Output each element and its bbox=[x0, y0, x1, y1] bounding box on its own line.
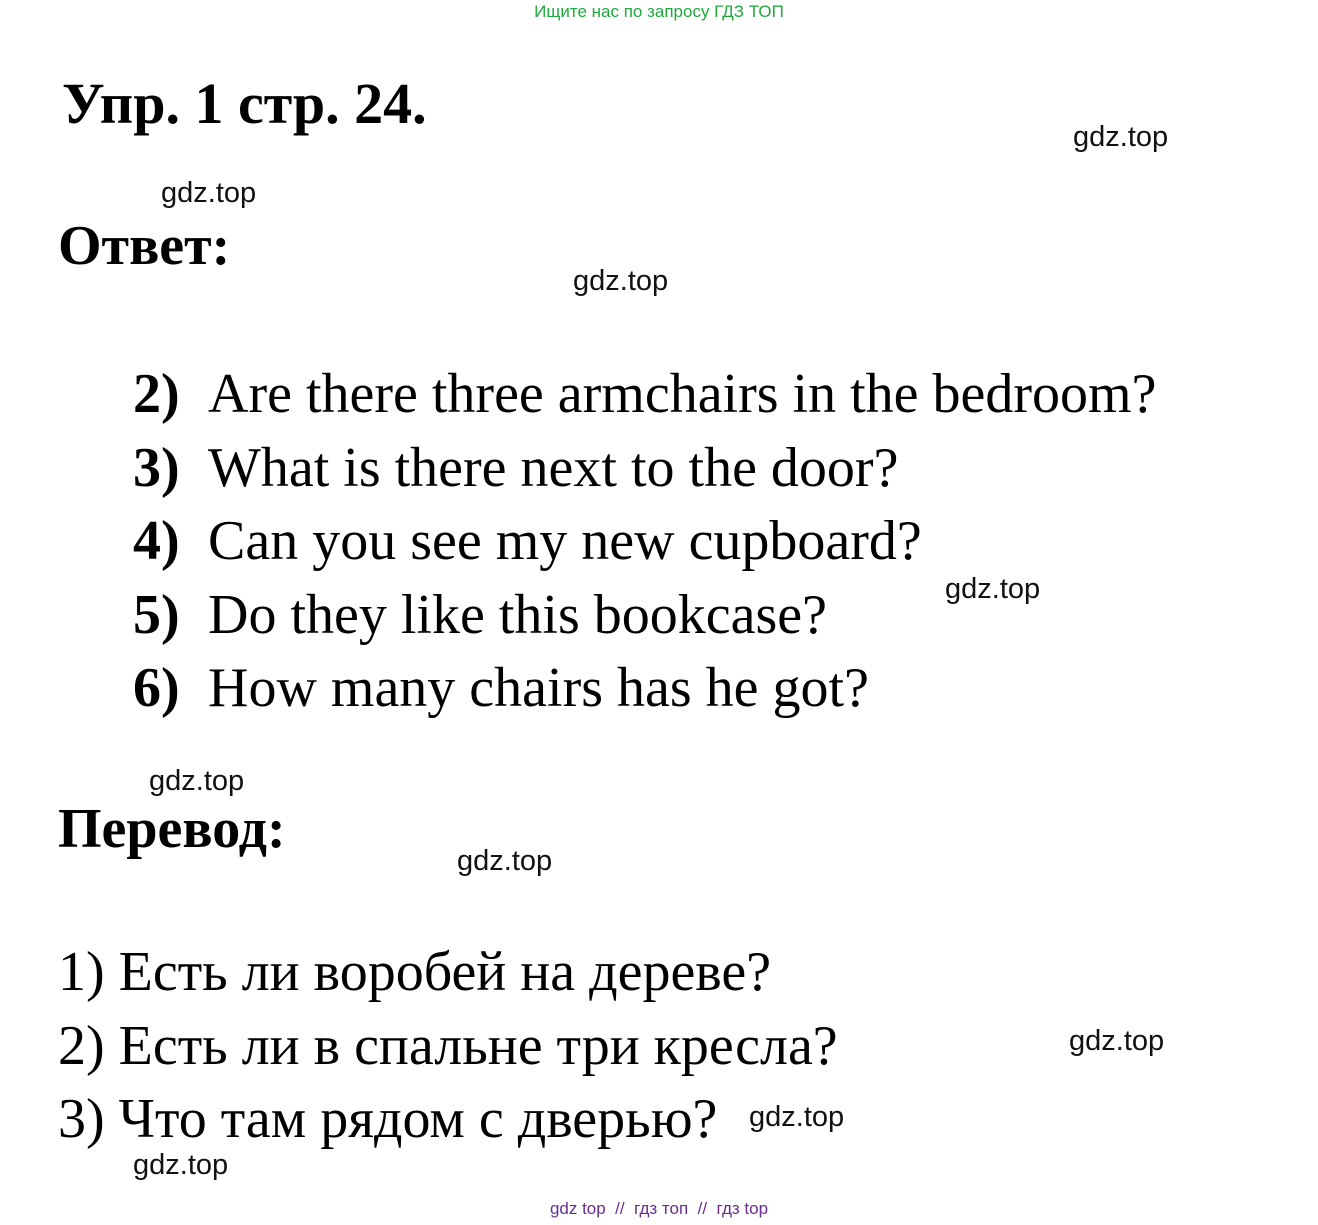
answer-item bbox=[133, 652, 1156, 726]
answer-text: Do they like this bookcase? bbox=[208, 583, 827, 646]
answer-number: 5) bbox=[133, 583, 180, 646]
answer-text: Are there three armchairs in the bedroom? bbox=[208, 363, 1157, 425]
translation-heading: Перевод: bbox=[58, 798, 286, 860]
answer-number: 4) bbox=[133, 510, 180, 572]
watermark: gdz.top bbox=[573, 265, 669, 297]
watermark: gdz.top bbox=[149, 765, 245, 797]
top-banner: Ищите нас по запросу ГДЗ ТОП bbox=[534, 2, 784, 21]
answer-text: What is there next to the door? bbox=[208, 436, 899, 499]
answer-number: 2) bbox=[133, 363, 180, 425]
translation-item: 3) Что там рядом с дверью? bbox=[58, 1088, 718, 1150]
answer-text: Can you see my new cupboard? bbox=[208, 510, 922, 572]
watermark: gdz.top bbox=[161, 177, 257, 209]
answer-number: 3) bbox=[133, 436, 180, 499]
watermark: gdz.top bbox=[457, 845, 553, 877]
watermark: gdz.top bbox=[1073, 121, 1169, 153]
answer-heading: Ответ: bbox=[58, 215, 231, 277]
footer-links: gdz top // гдз топ // гдз top bbox=[549, 1199, 769, 1218]
watermark: gdz.top bbox=[945, 573, 1041, 605]
answer-item bbox=[133, 358, 1156, 432]
translation-item: 2) Есть ли в спальне три кресла? bbox=[58, 1014, 838, 1077]
answer-item bbox=[133, 432, 1156, 506]
translation-list bbox=[58, 936, 838, 1157]
answer-item bbox=[133, 505, 1156, 579]
answer-list bbox=[133, 358, 1156, 726]
watermark: gdz.top bbox=[133, 1149, 229, 1181]
translation-item: 1) Есть ли воробей на дереве? bbox=[58, 941, 772, 1003]
watermark: gdz.top bbox=[749, 1101, 845, 1133]
exercise-title: Упр. 1 стр. 24. bbox=[62, 71, 427, 136]
watermark: gdz.top bbox=[1069, 1025, 1165, 1057]
answer-number: 6) bbox=[133, 657, 180, 719]
answer-text: How many chairs has he got? bbox=[208, 657, 869, 719]
